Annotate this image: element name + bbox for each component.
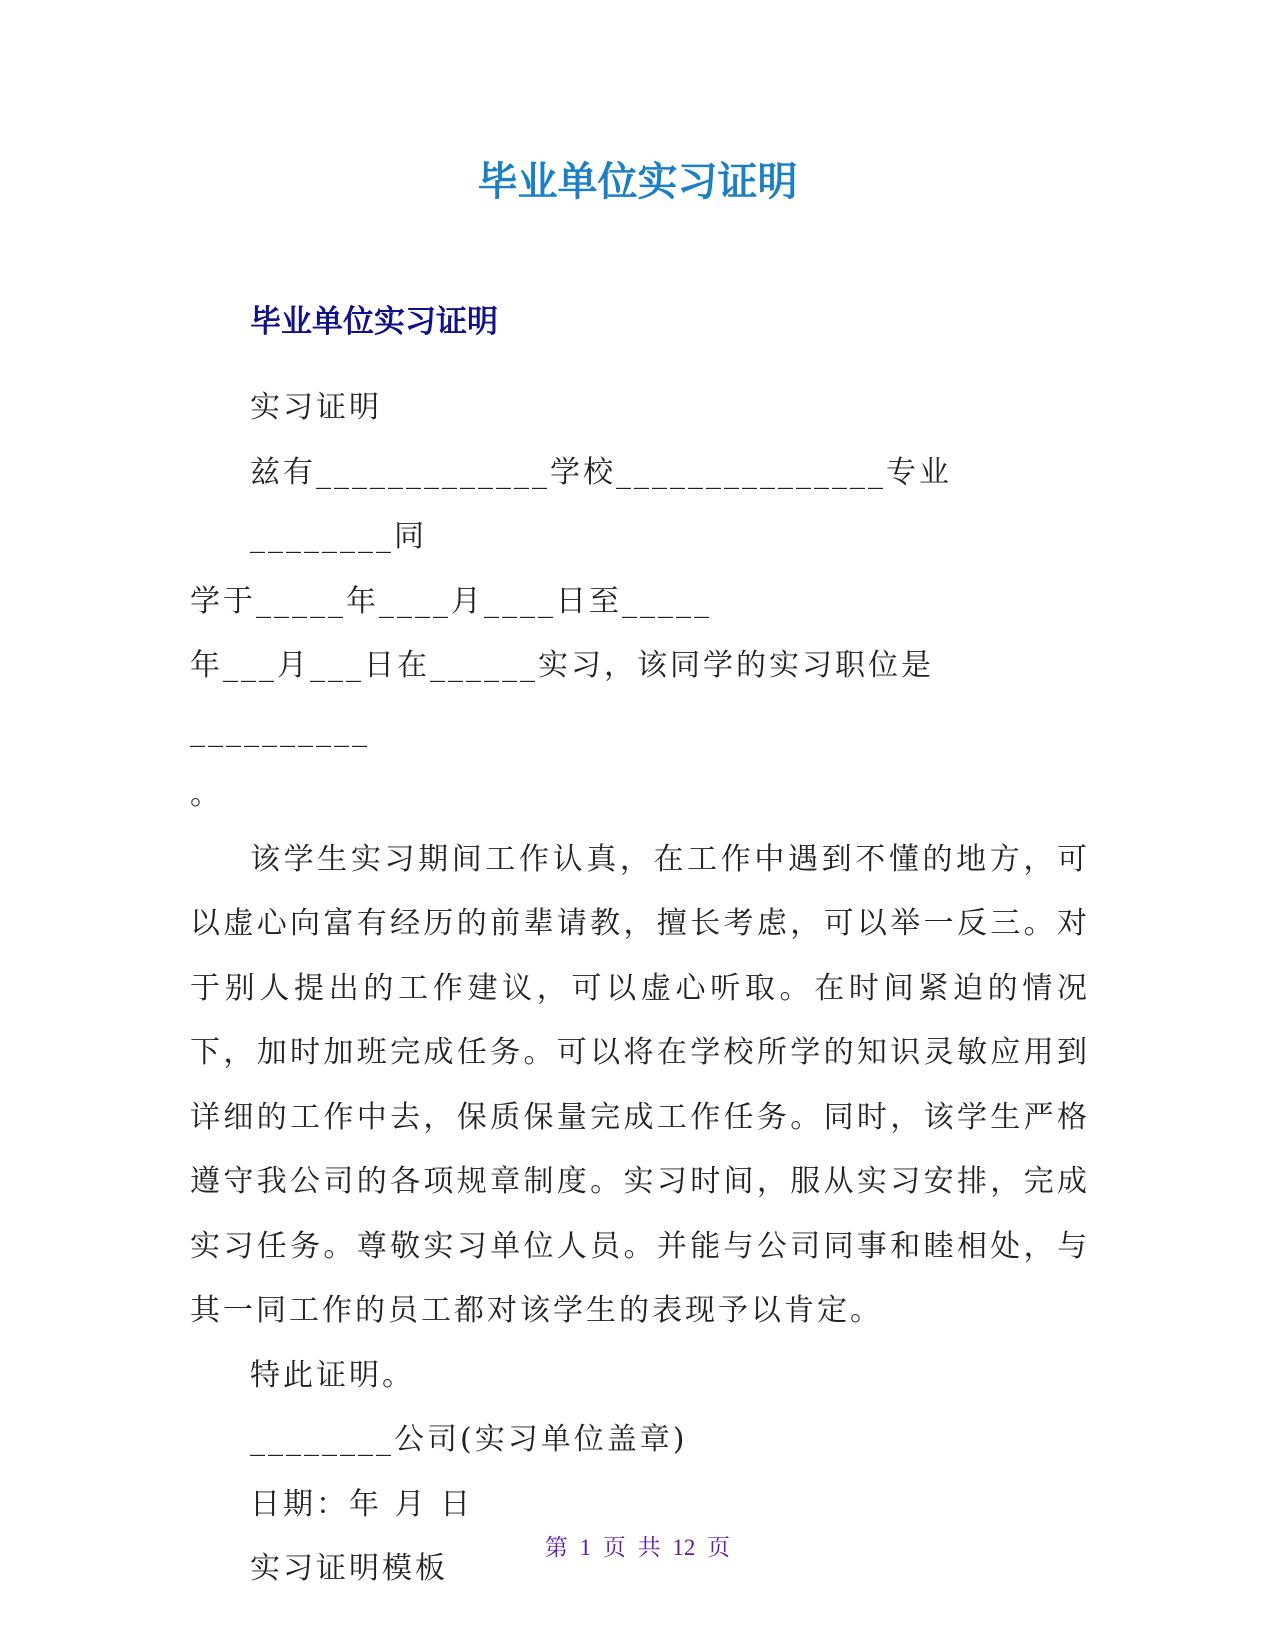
fill-in-line-3: 年___月___日在______实习，该同学的实习职位是__________ <box>190 648 934 748</box>
fill-in-line-1: 兹有_____________学校_______________专业________同 <box>250 454 952 554</box>
certificate-label: 实习证明 <box>250 390 382 425</box>
document-heading: 毕业单位实习证明 <box>250 304 498 340</box>
fill-in-line-2: 学于_____年____月____日至_____ <box>190 583 712 619</box>
page-title: 毕业单位实习证明 <box>477 159 798 205</box>
document-body <box>190 376 1090 1602</box>
page-number-footer: 第 1 页 共 12 页 <box>544 1535 731 1560</box>
company-seal-line: ________公司(实习单位盖章) <box>250 1422 688 1457</box>
template-heading: 实习证明模板 <box>250 1551 448 1586</box>
evaluation-paragraph: 该学生实习期间工作认真，在工作中遇到不懂的地方，可以虚心向富有经历的前辈请教，擅长考虑，可以举一反三。对于别人提出的工作建议，可以虚心听取。在时间紧迫的情况下，加时加班完成任务。可以将在学校所学的知识灵敏应用到详细的工作中去，保质保量完成工作任务。同时，该学生严格遵守我公司的各项规章制度。实习时间，服从实习安排，完成实习任务。尊敬实习单位人员。并能与公司同事和睦相处，与其一同工作的员工都对该学生的表现予以肯定。 <box>190 841 1090 1328</box>
date-line: 日期：年 月 日 <box>250 1486 474 1522</box>
fill-in-line-4: 。 <box>190 777 223 812</box>
closing-statement: 特此证明。 <box>250 1357 415 1393</box>
